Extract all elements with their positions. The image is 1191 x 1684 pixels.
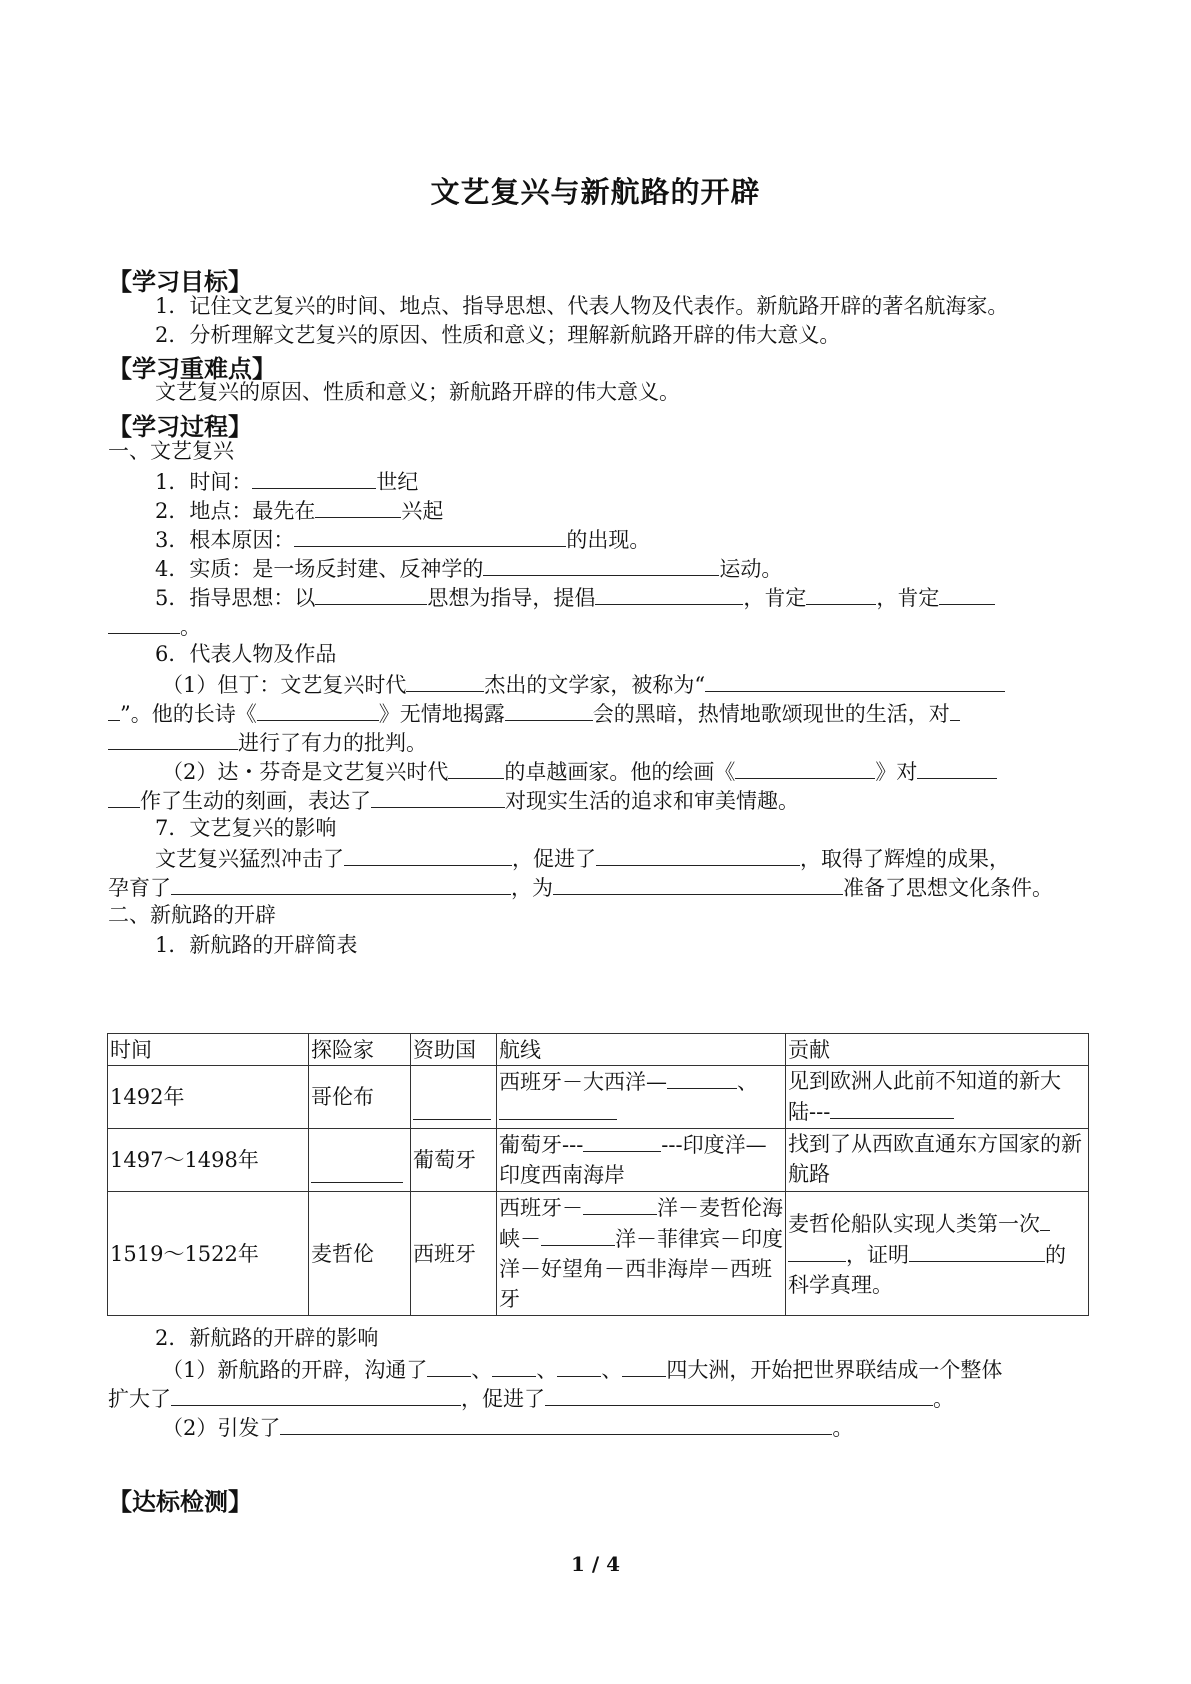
- answer-blank[interactable]: [315, 582, 427, 605]
- table-cell-explorer: 麦哲伦: [309, 1192, 411, 1316]
- answer-blank[interactable]: [448, 756, 504, 779]
- answer-blank[interactable]: [280, 1412, 832, 1435]
- answer-blank[interactable]: [171, 1383, 461, 1406]
- question-6-1: （1）但丁：文艺复兴时代 杰出的文学家，被称为“: [162, 669, 1005, 699]
- question-6: 6．代表人物及作品: [155, 642, 337, 666]
- voyages-table: [107, 1033, 1089, 1316]
- answer-blank[interactable]: [499, 1097, 617, 1120]
- answer-blank[interactable]: [315, 495, 401, 518]
- answer-blank[interactable]: [830, 1096, 954, 1119]
- answer-blank[interactable]: [483, 553, 719, 576]
- table-header-cell: 航线: [497, 1034, 786, 1066]
- heading-keypoints: 【学习重难点】: [108, 355, 276, 383]
- question-5: 5．指导思想：以 思想为指导，提倡 ，肯定 ，肯定: [155, 582, 995, 612]
- answer-blank[interactable]: [596, 843, 800, 866]
- question-7: 7．文艺复兴的影响: [155, 816, 337, 840]
- answer-blank[interactable]: [622, 1354, 666, 1377]
- part1-heading: 一、文艺复兴: [108, 439, 234, 463]
- answer-blank[interactable]: [939, 582, 995, 605]
- answer-blank[interactable]: [553, 872, 843, 895]
- page-number: 1 / 4: [570, 1552, 621, 1576]
- answer-blank[interactable]: [257, 698, 379, 721]
- part2-heading-visible: 二、新航路的开辟: [108, 903, 276, 927]
- answer-blank[interactable]: [545, 1383, 933, 1406]
- answer-blank[interactable]: [371, 785, 505, 808]
- answer-blank[interactable]: [344, 843, 512, 866]
- table-row: [108, 1192, 1089, 1316]
- question-2: 2．地点：最先在 兴起: [155, 495, 443, 525]
- answer-blank[interactable]: [735, 756, 875, 779]
- answer-blank[interactable]: [705, 669, 1005, 692]
- question-1: 1．时间： 世纪: [155, 466, 418, 496]
- page-title: 文艺复兴与新航路的开辟: [430, 175, 761, 209]
- answer-blank[interactable]: [413, 1097, 491, 1120]
- answer-blank[interactable]: [583, 1192, 657, 1215]
- answer-blank[interactable]: [667, 1066, 737, 1089]
- keypoints-text: 文艺复兴的原因、性质和意义；新航路开辟的伟大意义。: [155, 380, 680, 404]
- table-cell-contribution: 找到了从西欧直通东方国家的新航路: [786, 1129, 1089, 1192]
- table-header-row: [108, 1034, 1089, 1066]
- answer-blank[interactable]: [427, 1354, 471, 1377]
- answer-blank[interactable]: [557, 1354, 601, 1377]
- table-cell-country: 葡萄牙: [411, 1129, 497, 1192]
- answer-blank[interactable]: [806, 582, 876, 605]
- table-cell-contribution: 麦哲伦船队实现人类第一次，证明 的科学真理。: [786, 1192, 1089, 1316]
- table-header-cell: 资助国: [411, 1034, 497, 1066]
- table-cell-time: 1519～1522年: [108, 1192, 309, 1316]
- answer-blank[interactable]: [252, 466, 376, 489]
- answer-blank[interactable]: [108, 611, 180, 634]
- question-5-cont: 。: [108, 611, 201, 641]
- table-cell-explorer: 哥伦布: [309, 1066, 411, 1129]
- table-header-cell: 贡献: [786, 1034, 1089, 1066]
- table-header-cell: 探险家: [309, 1034, 411, 1066]
- answer-blank[interactable]: [108, 785, 140, 808]
- question-6-1-cont2: 进行了有力的批判。: [108, 727, 427, 757]
- question-6-2-cont: 作了生动的刻画，表达了 对现实生活的追求和审美情趣。: [108, 785, 799, 815]
- part2-sub2: 2．新航路的开辟的影响: [155, 1326, 379, 1350]
- influence-1-cont: 扩大了 ，促进了 。: [108, 1383, 954, 1413]
- answer-blank[interactable]: [108, 727, 238, 750]
- table-cell-explorer: [309, 1129, 411, 1192]
- table-cell-country: [411, 1066, 497, 1129]
- answer-blank[interactable]: [583, 1129, 661, 1152]
- table-cell-country: 西班牙: [411, 1192, 497, 1316]
- answer-blank[interactable]: [311, 1160, 403, 1183]
- question-7-line2: 孕育了 ，为 准备了思想文化条件。: [108, 872, 1053, 902]
- question-6-2: （2）达・芬奇是文艺复兴时代 的卓越画家。他的绘画《 》对: [162, 756, 997, 786]
- table-cell-route: 葡萄牙--- ---印度洋—印度西南海岸: [497, 1129, 786, 1192]
- answer-blank[interactable]: [788, 1239, 846, 1262]
- table-cell-time: 1497～1498年: [108, 1129, 309, 1192]
- table-cell-contribution: 见到欧洲人此前不知道的新大陆---: [786, 1066, 1089, 1129]
- answer-blank[interactable]: [108, 698, 120, 721]
- answer-blank[interactable]: [909, 1239, 1045, 1262]
- answer-blank[interactable]: [595, 582, 743, 605]
- table-row: [108, 1129, 1089, 1192]
- goal-item-1: 1．记住文艺复兴的时间、地点、指导思想、代表人物及代表作。新航路开辟的著名航海家。: [155, 294, 1009, 318]
- heading-test: 【达标检测】: [108, 1488, 252, 1516]
- answer-blank[interactable]: [492, 1354, 536, 1377]
- question-4: 4．实质：是一场反封建、反神学的 运动。: [155, 553, 782, 583]
- table-header-cell: 时间: [108, 1034, 309, 1066]
- question-7-line1: 文艺复兴猛烈冲击了 ，促进了 ，取得了辉煌的成果，: [155, 843, 1010, 873]
- table-row: [108, 1066, 1089, 1129]
- answer-blank[interactable]: [917, 756, 997, 779]
- answer-blank[interactable]: [294, 524, 566, 547]
- question-3: 3．根本原因： 的出现。: [155, 524, 650, 554]
- table-cell-route: 西班牙－ 洋－麦哲伦海峡－ 洋－菲律宾－印度洋－好望角－西非海岸－西班牙: [497, 1192, 786, 1316]
- influence-1: （1）新航路的开辟，沟通了 、 、 、 四大洲，开始把世界联结成一个整体: [162, 1354, 1002, 1384]
- answer-blank[interactable]: [505, 698, 593, 721]
- answer-blank[interactable]: [541, 1223, 615, 1246]
- table-cell-route: 西班牙－大西洋— 、: [497, 1066, 786, 1129]
- influence-2: （2）引发了 。: [162, 1412, 853, 1442]
- part2-sub1: 1．新航路的开辟简表: [155, 933, 358, 957]
- heading-process: 【学习过程】: [108, 413, 252, 441]
- answer-blank[interactable]: [171, 872, 511, 895]
- question-6-1-cont: ”。他的长诗《 》无情地揭露 会的黑暗，热情地歌颂现世的生活，对: [108, 698, 960, 728]
- heading-goals: 【学习目标】: [108, 268, 252, 296]
- table-cell-time: 1492年: [108, 1066, 309, 1129]
- answer-blank[interactable]: [1040, 1208, 1050, 1231]
- answer-blank[interactable]: [406, 669, 484, 692]
- goal-item-2: 2．分析理解文艺复兴的原因、性质和意义；理解新航路开辟的伟大意义。: [155, 323, 841, 347]
- answer-blank[interactable]: [950, 698, 960, 721]
